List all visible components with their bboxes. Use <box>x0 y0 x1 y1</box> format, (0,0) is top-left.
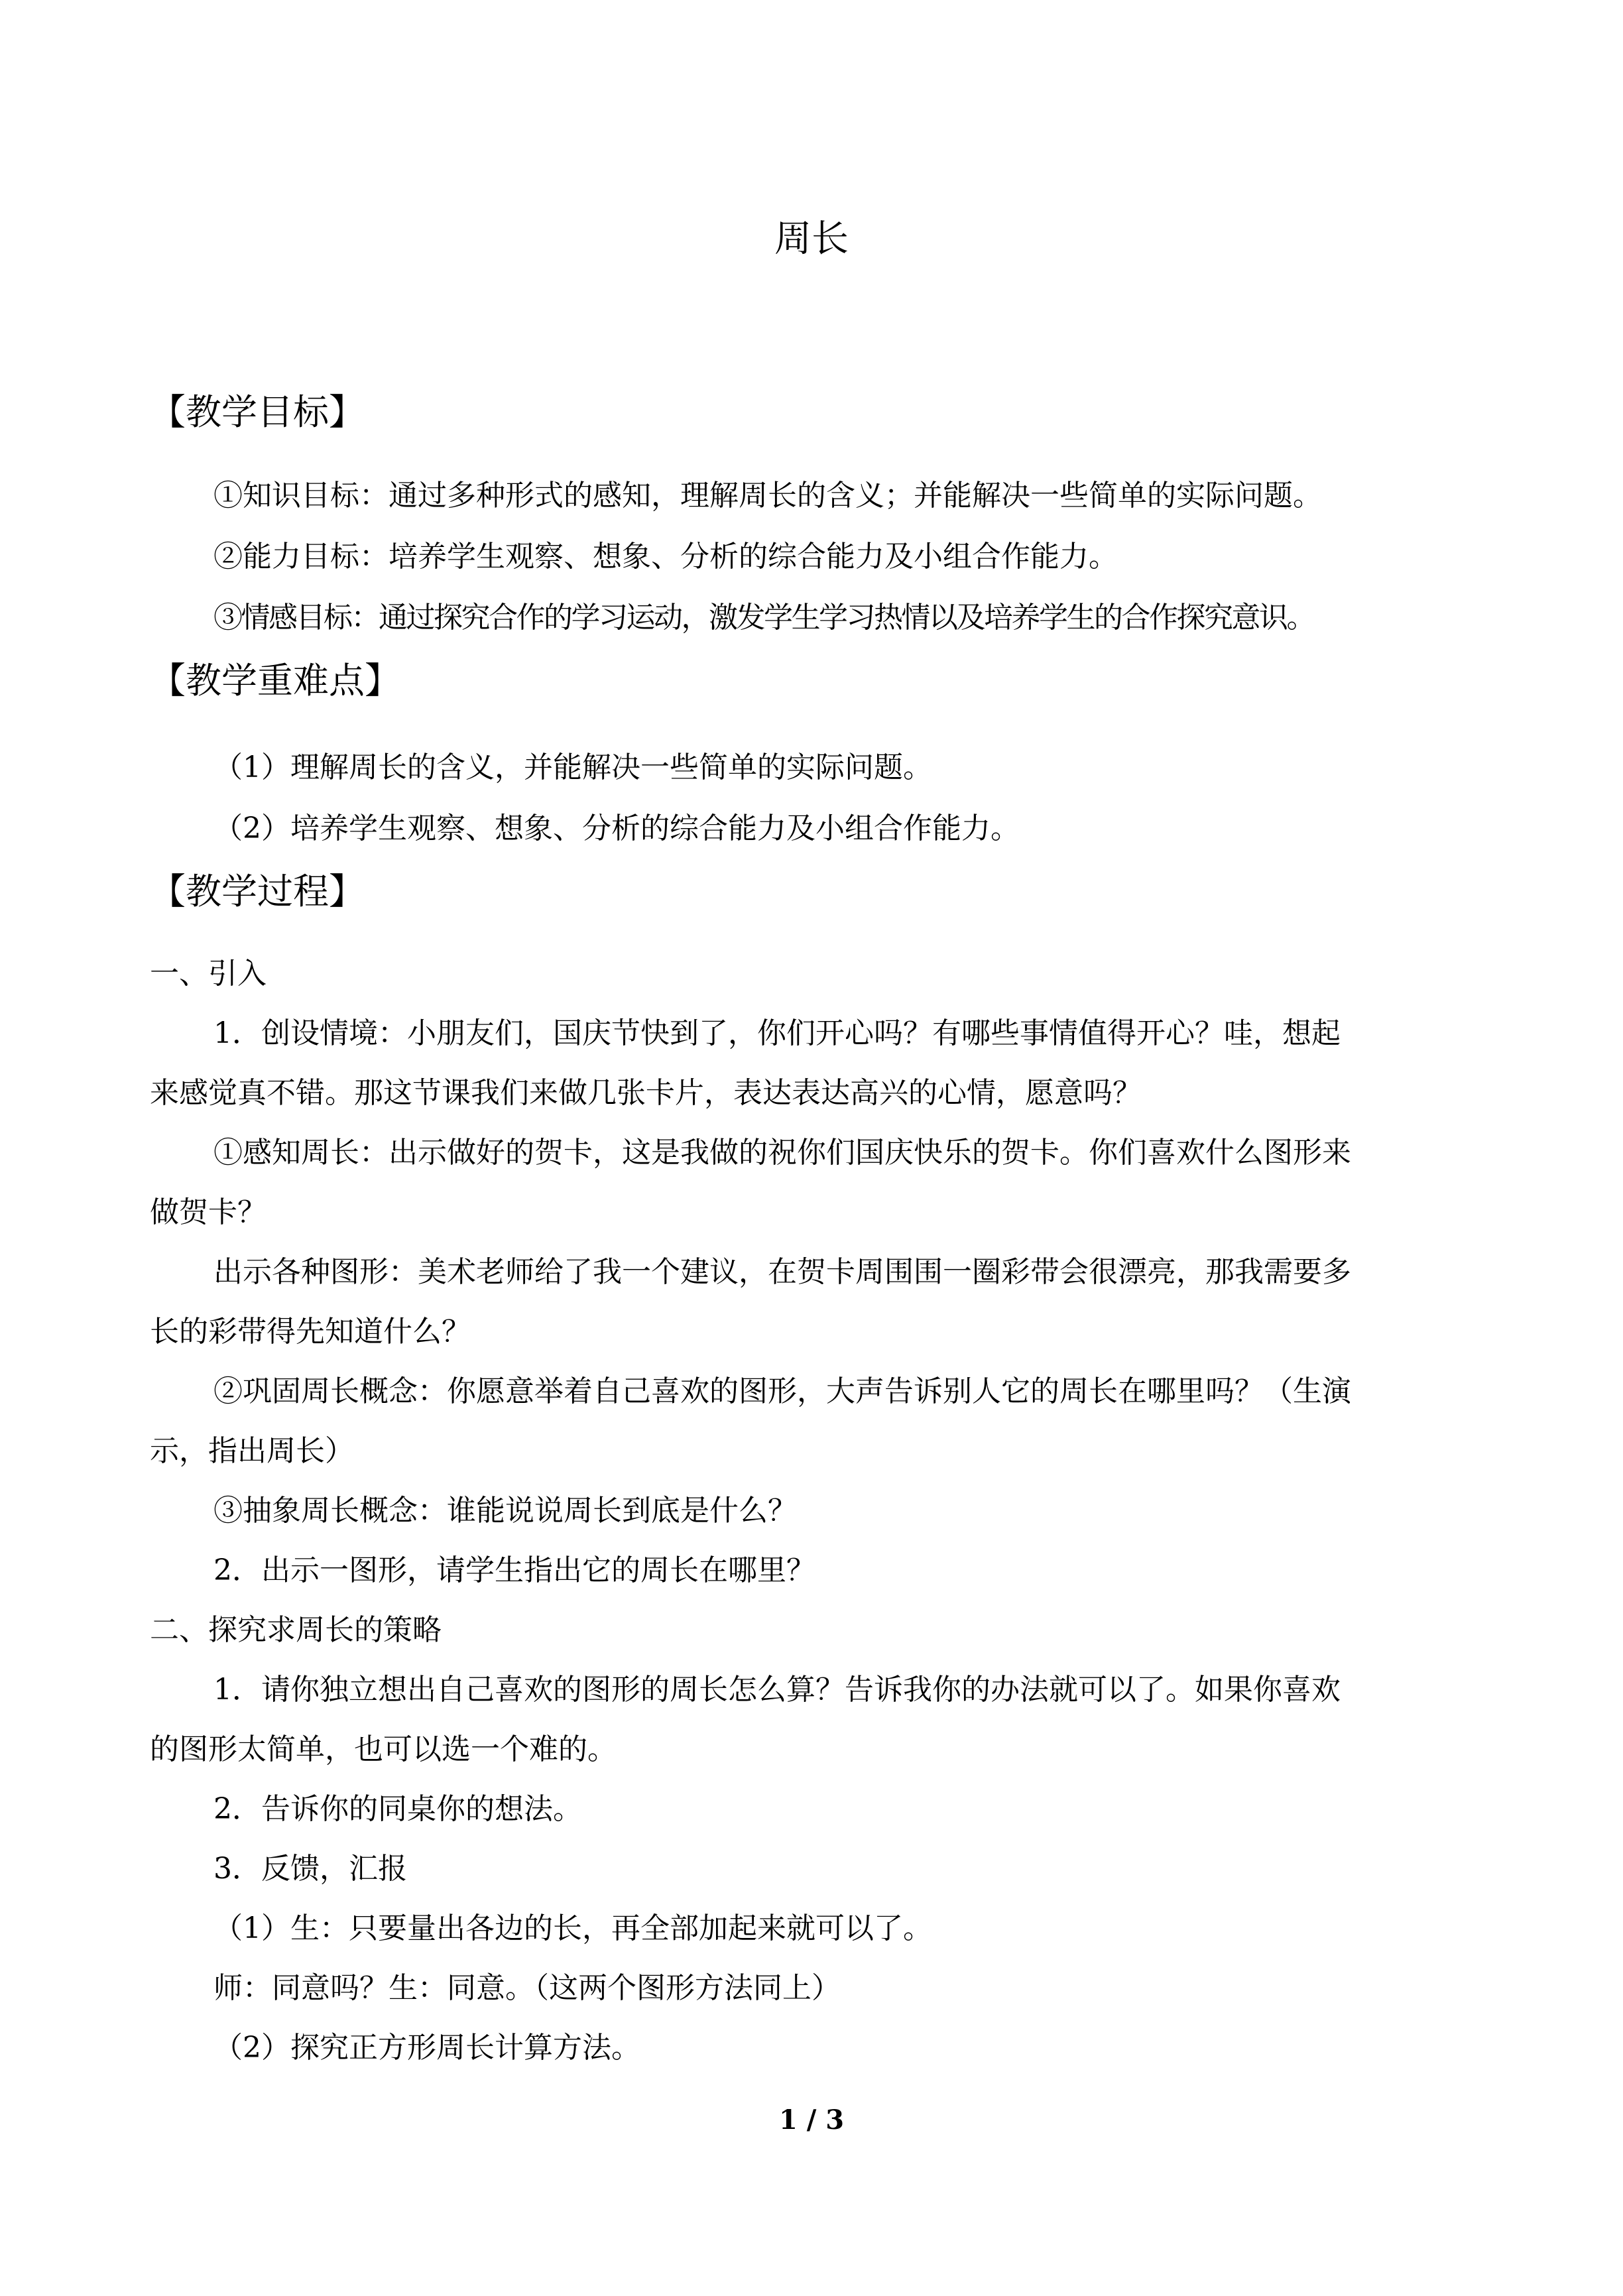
part2-paragraph-4: （1）生：只要量出各边的长，再全部加起来就可以了。 <box>213 1911 932 1945</box>
document-title: 周长 <box>774 217 849 261</box>
part1-paragraph-6: 2．出示一图形，请学生指出它的周长在哪里？ <box>213 1553 815 1587</box>
goal-item-1: ①知识目标：通过多种形式的感知，理解周长的含义；并能解决一些简单的实际问题。 <box>213 479 1322 513</box>
part2-paragraph-5: 师：同意吗？生：同意。（这两个图形方法同上） <box>213 1971 841 2005</box>
section-heading-goals: 【教学目标】 <box>150 391 365 433</box>
part1-paragraph-2-line-2: 做贺卡？ <box>150 1195 267 1229</box>
part1-paragraph-5: ③抽象周长概念：谁能说说周长到底是什么？ <box>213 1494 797 1528</box>
goal-item-3: ③情感目标：通过探究合作的学习运动，激发学生学习热情以及培养学生的合作探究意识。 <box>213 601 1314 634</box>
section-heading-keypoints: 【教学重难点】 <box>150 660 400 701</box>
section-heading-process: 【教学过程】 <box>150 871 365 912</box>
part1-heading: 一、引入 <box>150 957 267 991</box>
keypoint-item-2: （2）培养学生观察、想象、分析的综合能力及小组合作能力。 <box>213 812 1020 845</box>
part2-heading: 二、探究求周长的策略 <box>150 1613 442 1647</box>
part2-paragraph-1-line-1: 1．请你独立想出自己喜欢的图形的周长怎么算？告诉我你的办法就可以了。如果你喜欢 <box>213 1673 1341 1707</box>
part2-paragraph-1-line-2: 的图形太简单，也可以选一个难的。 <box>150 1732 617 1766</box>
part2-paragraph-6: （2）探究正方形周长计算方法。 <box>213 2031 640 2065</box>
part1-paragraph-3-line-1: 出示各种图形：美术老师给了我一个建议，在贺卡周围围一圈彩带会很漂亮，那我需要多 <box>213 1255 1351 1289</box>
part1-paragraph-3-line-2: 长的彩带得先知道什么？ <box>150 1315 471 1349</box>
keypoint-item-1: （1）理解周长的含义，并能解决一些简单的实际问题。 <box>213 751 932 784</box>
goal-item-2: ②能力目标：培养学生观察、想象、分析的综合能力及小组合作能力。 <box>213 540 1118 574</box>
part2-paragraph-3: 3．反馈，汇报 <box>213 1852 407 1886</box>
part1-paragraph-1-line-2: 来感觉真不错。那这节课我们来做几张卡片，表达表达高兴的心情，愿意吗？ <box>150 1076 1142 1110</box>
part1-paragraph-2-line-1: ①感知周长：出示做好的贺卡，这是我做的祝你们国庆快乐的贺卡。你们喜欢什么图形来 <box>213 1136 1351 1170</box>
part1-paragraph-4-line-2: 示，指出周长） <box>150 1434 354 1468</box>
part1-paragraph-1-line-1: 1．创设情境：小朋友们，国庆节快到了，你们开心吗？有哪些事情值得开心？哇，想起 <box>213 1016 1341 1050</box>
page-number: 1 / 3 <box>778 2104 845 2136</box>
part2-paragraph-2: 2．告诉你的同桌你的想法。 <box>213 1792 582 1826</box>
part1-paragraph-4-line-1: ②巩固周长概念：你愿意举着自己喜欢的图形，大声告诉别人它的周长在哪里吗？（生演 <box>213 1374 1351 1408</box>
